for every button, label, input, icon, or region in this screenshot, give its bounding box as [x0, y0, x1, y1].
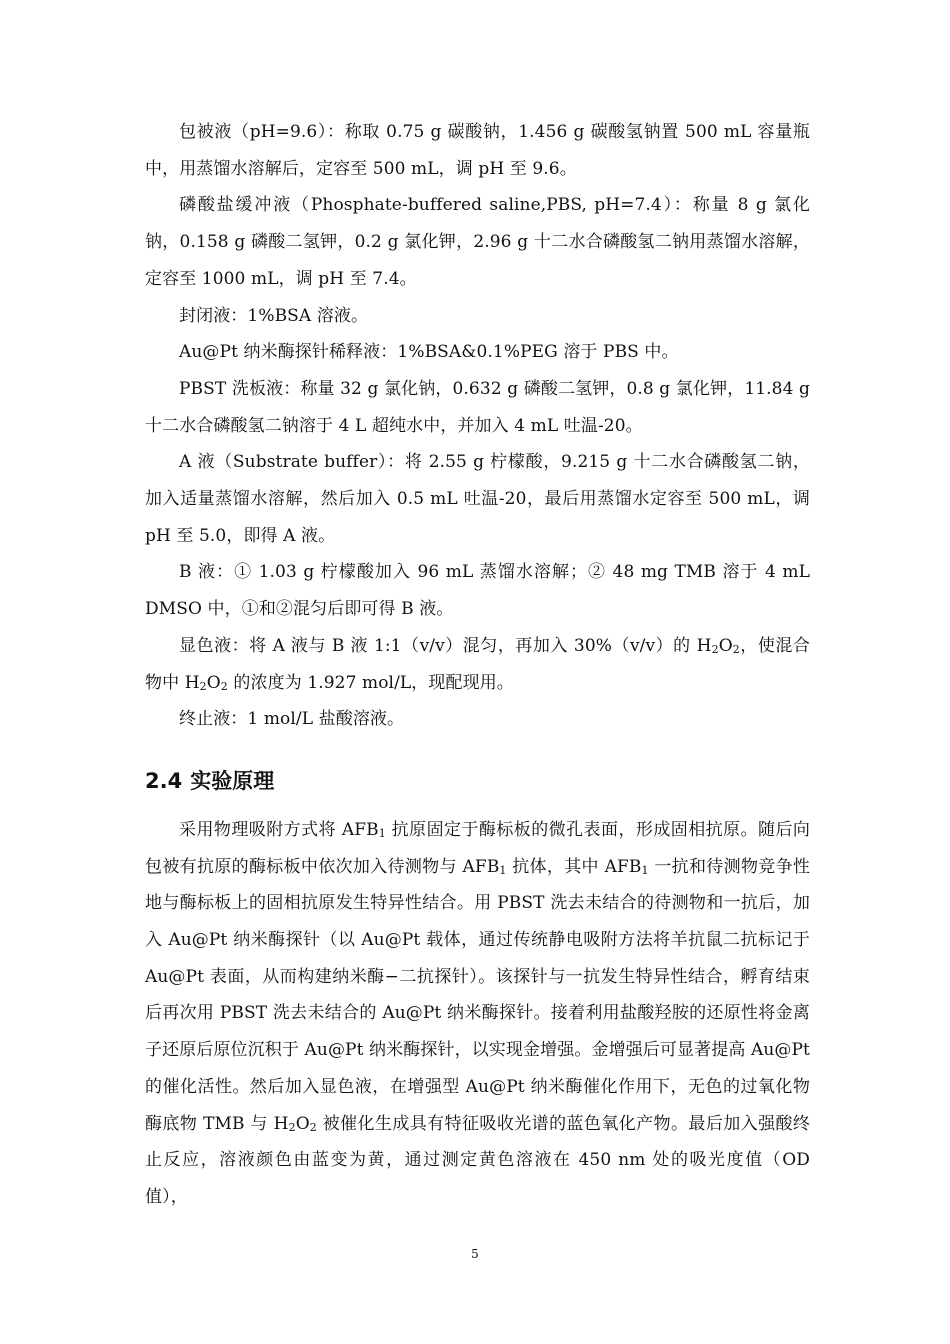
reagent-chromogenic: [145, 628, 810, 701]
text-run: O: [295, 1113, 310, 1134]
subscript: 1: [499, 863, 507, 877]
reagent-coating-buffer: 包被液（pH=9.6）：称取 0.75 g 碳酸钠，1.456 g 碳酸氢钠置 500 mL 容量瓶中，用蒸馏水溶解后，定容至 500 mL，调 pH 至 9.6。: [145, 122, 810, 179]
section-heading: [145, 766, 810, 796]
reagent-pbst: PBST 洗板液：称量 32 g 氯化钠，0.632 g 磷酸二氢钾，0.8 g 氯化钾，11.84 g 十二水合磷酸氢二钠溶于 4 L 超纯水中，并加入 4 mL 吐温-20。: [145, 378, 810, 436]
subscript: 1: [641, 863, 649, 877]
section-title: 实验原理: [190, 768, 275, 793]
reagent-stop-solution: 终止液：1 mol/L 盐酸溶液。: [179, 709, 405, 730]
subscript: 2: [732, 642, 740, 656]
text-run: 被催化生成具有特征吸收光谱的蓝色氧化产物。最后加入强酸终止反应，溶液颜色由蓝变为黄，通过测定黄色溶液在 450 nm 处的吸光度值（OD 值），: [145, 1113, 810, 1207]
subscript: 2: [309, 1120, 317, 1134]
text-run: 抗原固定于酶标板的微孔表面，形成固相抗原。随后向包被有抗原的酶标板中依次加入待测物与 AFB: [145, 819, 810, 877]
subscript: 2: [288, 1120, 296, 1134]
text-run: 一抗和待测物竞争性地与酶标板上的固相抗原发生特异性结合。用 PBST 洗去未结合的待测物和一抗后，加入 Au@Pt 纳米酶探针（以 Au@Pt 载体，通过传统静电吸附方法将羊抗鼠二抗标记于 Au@Pt 表面，从而构建纳米酶−二抗探针）。该探针与一抗发生特异性结合，孵育结束后再次用 PBST 洗去未结合的 Au@Pt 纳米酶探针。接着利用盐酸羟胺的还原性将金离子还原后原位沉积于 Au@Pt 纳米酶探针，以实现金增强。金增强后可显著提高 Au@Pt 的催化活性。然后加入显色液，在增强型 Au@Pt 纳米酶催化作用下，无色的过氧化物酶底物 TMB 与 H: [145, 856, 811, 1134]
text-run: O: [206, 672, 221, 693]
page-number: 5: [471, 1247, 479, 1261]
reagent-probe-diluent: Au@Pt 纳米酶探针稀释液：1%BSA&0.1%PEG 溶于 PBS 中。: [179, 342, 679, 363]
text-run: 的浓度为 1.927 mol/L，现配现用。: [227, 672, 514, 693]
subscript: 1: [378, 826, 386, 840]
subscript: 2: [711, 642, 719, 656]
reagent-blocking: 封闭液：1%BSA 溶液。: [179, 305, 369, 326]
text-run: ，使混合物中 H: [145, 635, 810, 693]
text-run: 显色液：将 A 液与 B 液 1:1（v/v）混匀，再加入 30%（v/v）的 H: [179, 635, 712, 656]
principle-paragraph: [145, 812, 810, 1216]
section-number: 2.4: [145, 768, 183, 793]
subscript: 2: [220, 679, 228, 693]
reagent-pbs: 磷酸盐缓冲液（Phosphate-buffered saline,PBS, pH=7.4）：称量 8 g 氯化钠，0.158 g 磷酸二氢钾，0.2 g 氯化钾，2.96 g 十二水合磷酸氢二钠用蒸馏水溶解，定容至 1000 mL，调 pH 至 7.4。: [145, 195, 810, 289]
text-run: O: [718, 635, 733, 656]
reagent-solution-a: A 液（Substrate buffer）：将 2.55 g 柠檬酸，9.215 g 十二水合磷酸氢二钠，加入适量蒸馏水溶解，然后加入 0.5 mL 吐温-20，最后用蒸馏水定容至 500 mL，调 pH 至 5.0，即得 A 液。: [145, 452, 810, 546]
text-run: 抗体，其中 AFB: [506, 856, 642, 877]
reagent-solution-b: B 液：① 1.03 g 柠檬酸加入 96 mL 蒸馏水溶解；② 48 mg TMB 溶于 4 mL DMSO 中，①和②混匀后即可得 B 液。: [145, 562, 810, 620]
text-run: 采用物理吸附方式将 AFB: [179, 819, 379, 840]
subscript: 2: [199, 679, 207, 693]
